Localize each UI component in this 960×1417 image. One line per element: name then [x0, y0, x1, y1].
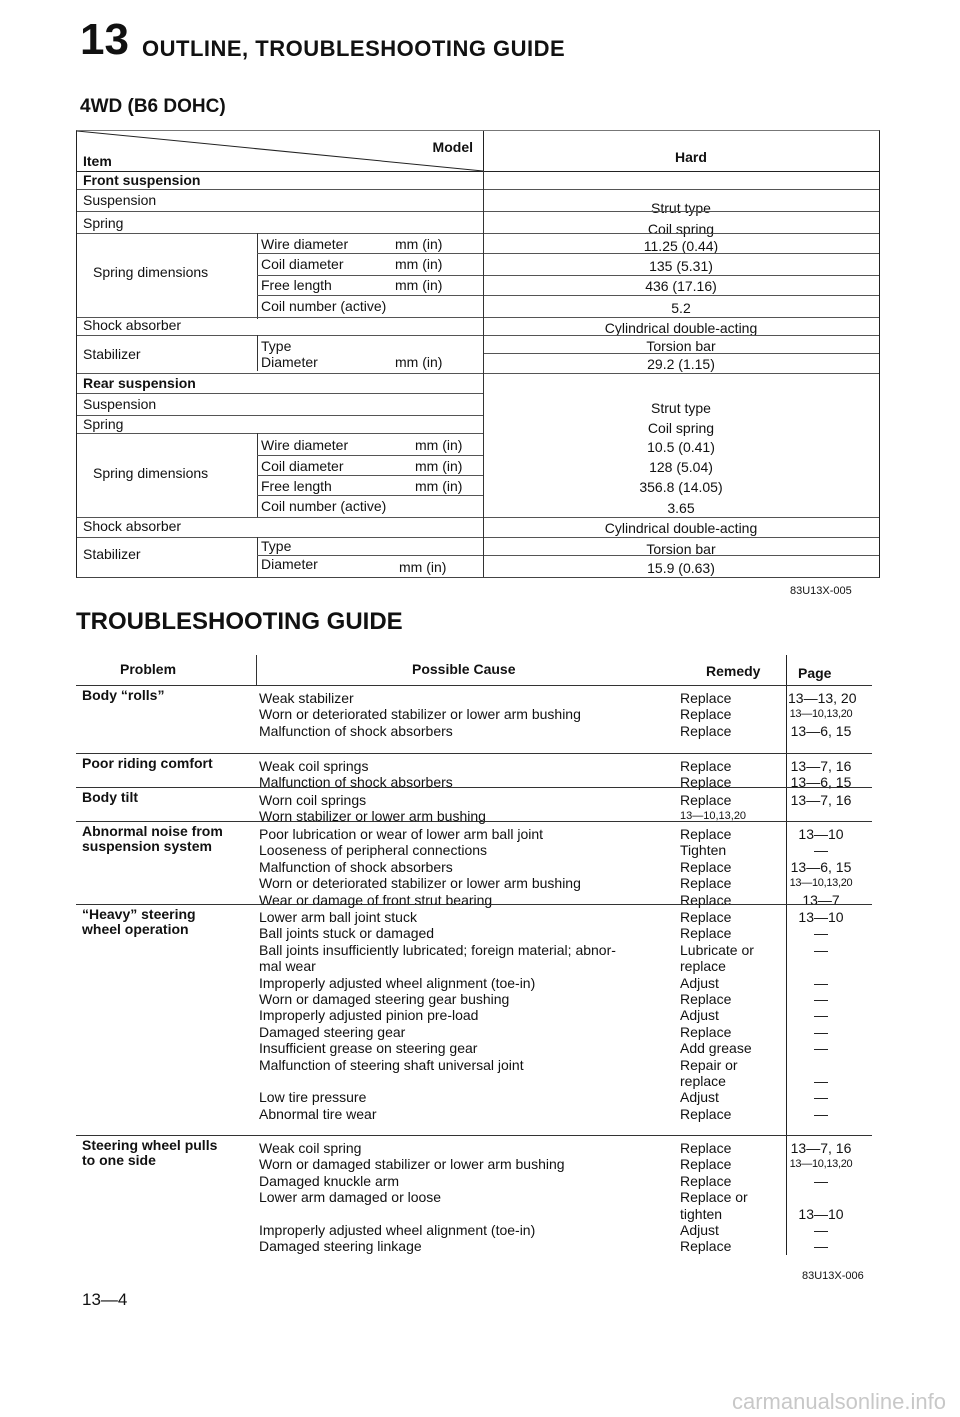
page-reference: 13—10	[798, 826, 844, 842]
rear-suspension-heading: Rear suspension	[83, 375, 196, 391]
page-reference: —	[814, 1089, 828, 1106]
problem-label: Steering wheel pulls to one side	[82, 1137, 218, 1168]
front-wire-diameter-value: 11.25 (0.44)	[643, 238, 719, 254]
remedy-text: Add grease	[680, 1040, 752, 1057]
remedy-text: Replace	[680, 858, 732, 875]
cause-text: Looseness of peripheral connections	[259, 842, 488, 859]
item-header: Item	[83, 153, 112, 169]
cause-text: Damaged steering linkage	[259, 1238, 422, 1255]
unit-label: mm (in)	[395, 236, 443, 252]
row-divider	[483, 353, 879, 354]
remedy-text: replace	[680, 958, 726, 975]
remedy-text: Adjust	[680, 1089, 719, 1106]
cause-text: mal wear	[259, 958, 316, 975]
cause-text: Weak stabilizer	[259, 690, 354, 706]
page-reference: 13—7, 16	[790, 758, 852, 774]
problem-label: “Heavy” steering wheel operation	[82, 906, 196, 937]
page-reference: —	[814, 1007, 828, 1024]
row-divider	[77, 211, 879, 212]
page-reference: 13—7, 16	[790, 1140, 852, 1156]
row-divider	[77, 317, 879, 318]
problem-group	[76, 1135, 872, 1255]
row-divider	[77, 415, 483, 416]
troubleshooting-table	[76, 655, 872, 1260]
problem-group	[76, 753, 872, 791]
possible-cause-header: Possible Cause	[412, 661, 516, 677]
cause-text: Weak coil springs	[259, 758, 369, 774]
cause-text: Lower arm damaged or loose	[259, 1189, 442, 1206]
row-divider	[77, 393, 483, 394]
cause-text: Malfunction of shock absorbers	[259, 858, 453, 875]
page-reference: 13—10,13,20	[789, 877, 853, 890]
front-free-length-label: Free length	[261, 277, 332, 293]
rear-free-length-value: 356.8 (14.05)	[639, 479, 723, 495]
remedy-text: Replace	[680, 909, 732, 925]
cause-text: Malfunction of shock absorbers	[259, 774, 453, 791]
chapter-title: OUTLINE, TROUBLESHOOTING GUIDE	[142, 36, 566, 61]
front-stabilizer-diameter-label: Diameter	[261, 354, 318, 370]
problem-label: Body “rolls”	[82, 687, 165, 703]
remedy-text: Replace	[680, 706, 732, 723]
page-reference: 13—7, 16	[790, 792, 852, 808]
row-divider	[257, 475, 483, 476]
rear-coil-number-value: 3.65	[667, 500, 695, 516]
remedy-text: tighten	[680, 1205, 723, 1222]
cause-text: Lower arm ball joint stuck	[259, 909, 417, 925]
cause-text: Weak coil spring	[259, 1140, 362, 1156]
rear-coil-number-label: Coil number (active)	[261, 498, 387, 514]
cause-text: Worn or damaged stabilizer or lower arm bushing	[259, 1156, 565, 1173]
page-reference: 13—10	[798, 1205, 844, 1222]
remedy-text: Replace	[680, 690, 732, 706]
cause-text: Improperly adjusted wheel alignment (toe-in)	[259, 974, 536, 991]
header-diagonal-line	[77, 131, 483, 171]
sub-column-line	[257, 537, 258, 577]
remedy-text: Replace	[680, 774, 732, 791]
front-free-length-value: 436 (17.16)	[645, 278, 717, 294]
page-reference: —	[814, 991, 828, 1007]
front-stabilizer-label: Stabilizer	[83, 346, 141, 362]
front-stabilizer-type-value: Torsion bar	[646, 338, 716, 354]
sub-column-line	[257, 335, 258, 371]
cause-text: Worn or damaged steering gear bushing	[259, 991, 510, 1007]
rear-spring-value: Coil spring	[647, 420, 715, 436]
problem-label: Poor riding comfort	[82, 755, 213, 771]
cause-text: Improperly adjusted pinion pre-load	[259, 1007, 479, 1024]
cause-text: Malfunction of shock absorbers	[259, 722, 453, 739]
remedy-text: Replace	[680, 722, 732, 739]
front-coil-diameter-label: Coil diameter	[261, 256, 344, 272]
remedy-text: Replace	[680, 1105, 732, 1122]
problem-group	[76, 821, 872, 908]
figure-code: 83U13X-005	[790, 585, 852, 597]
unit-label: mm (in)	[399, 559, 447, 575]
page-reference: 13—6, 15	[790, 722, 852, 739]
problem-label: Body tilt	[82, 789, 138, 805]
rear-suspension-value: Strut type	[651, 400, 711, 416]
unit-label: mm (in)	[415, 437, 463, 453]
page-column-line	[786, 655, 787, 1255]
row-divider	[257, 253, 879, 254]
cause-text: Worn or deteriorated stabilizer or lower arm bushing	[259, 875, 581, 892]
cause-text: Abnormal tire wear	[259, 1105, 377, 1122]
rear-spring-dimensions-label: Spring dimensions	[93, 465, 209, 481]
page-reference: —	[814, 1238, 828, 1255]
remedy-text: Replace	[680, 991, 732, 1007]
value-column-line	[483, 171, 484, 577]
troubleshooting-title: TROUBLESHOOTING GUIDE	[76, 608, 403, 635]
remedy-text: Replace	[680, 792, 732, 808]
rear-suspension-label: Suspension	[83, 396, 157, 412]
cause-text: Worn or deteriorated stabilizer or lower arm bushing	[259, 706, 581, 723]
problem-header: Problem	[120, 661, 177, 677]
rear-free-length-label: Free length	[261, 478, 332, 494]
remedy-text: Replace	[680, 1023, 732, 1040]
page-reference: 13—13, 20	[788, 690, 857, 706]
row-divider	[77, 233, 879, 234]
cause-text: Damaged knuckle arm	[259, 1172, 400, 1189]
cause-text: Ball joints stuck or damaged	[259, 925, 435, 942]
spec-table	[76, 130, 880, 578]
problem-group	[76, 685, 872, 739]
unit-label: mm (in)	[395, 256, 443, 272]
remedy-text: Replace	[680, 826, 732, 842]
row-divider	[257, 495, 483, 496]
page-reference: —	[814, 941, 828, 958]
row-divider	[257, 295, 879, 296]
page-reference: 13—10,13,20	[789, 1158, 853, 1171]
remedy-text: Replace or	[680, 1189, 748, 1206]
front-spring-dimensions-label: Spring dimensions	[93, 264, 209, 280]
remedy-text: Adjust	[680, 1007, 719, 1024]
rear-coil-diameter-value: 128 (5.04)	[649, 459, 713, 475]
section-subtitle: 4WD (B6 DOHC)	[80, 96, 226, 117]
front-coil-diameter-value: 135 (5.31)	[649, 258, 713, 274]
page-reference: —	[814, 1073, 828, 1089]
rear-shock-absorber-label: Shock absorber	[83, 518, 182, 534]
cause-text: Wear or damage of front strut bearing	[259, 891, 493, 908]
remedy-text: Replace	[680, 875, 732, 892]
rear-stabilizer-label: Stabilizer	[83, 546, 141, 562]
front-shock-absorber-value: Cylindrical double-acting	[604, 320, 758, 336]
remedy-text: replace	[680, 1073, 726, 1089]
front-spring-label: Spring	[83, 215, 124, 231]
row-divider	[77, 537, 879, 538]
row-divider	[257, 275, 879, 276]
front-stabilizer-type-label: Type	[261, 338, 292, 354]
row-divider	[257, 555, 879, 556]
page-number: 13—4	[82, 1290, 128, 1309]
cause-text: Ball joints insufficiently lubricated; foreign material; abnor-	[259, 941, 616, 958]
remedy-text: Replace	[680, 891, 732, 908]
front-suspension-value: Strut type	[651, 200, 711, 216]
watermark-text: carmanualsonline.info	[731, 1389, 946, 1414]
row-divider	[77, 433, 483, 434]
spec-table-header-cell	[77, 131, 484, 172]
row-divider	[77, 517, 879, 518]
cause-text: Improperly adjusted wheel alignment (toe-in)	[259, 1222, 536, 1238]
front-suspension-label: Suspension	[83, 192, 157, 208]
page-reference: —	[814, 974, 828, 991]
page-reference: —	[814, 842, 828, 859]
row-divider	[77, 189, 879, 190]
unit-label: mm (in)	[415, 458, 463, 474]
rear-spring-label: Spring	[83, 416, 124, 432]
front-coil-number-label: Coil number (active)	[261, 298, 387, 314]
remedy-text: Repair or	[680, 1056, 738, 1073]
page-reference: 13—10,13,20	[789, 708, 853, 721]
remedy-text: Replace	[680, 1140, 732, 1156]
cause-text: Worn coil springs	[259, 792, 367, 808]
cause-text: Poor lubrication or wear of lower arm ball joint	[259, 826, 544, 842]
page-header: Page	[798, 665, 832, 681]
remedy-text: Replace	[680, 1156, 732, 1173]
problem-label: Abnormal noise from suspension system	[82, 823, 223, 854]
rear-stabilizer-type-value: Torsion bar	[646, 541, 716, 557]
page-reference: —	[814, 1222, 828, 1238]
remedy-text: Replace	[680, 925, 732, 942]
page-reference: 13—6, 15	[790, 774, 852, 791]
rear-wire-diameter-value: 10.5 (0.41)	[647, 439, 715, 455]
cause-text: Damaged steering gear	[259, 1023, 406, 1040]
remedy-text: Adjust	[680, 974, 719, 991]
remedy-text: Tighten	[680, 842, 727, 859]
sub-column-line	[257, 233, 258, 319]
rear-stabilizer-type-label: Type	[261, 538, 292, 554]
front-stabilizer-diameter-value: 29.2 (1.15)	[647, 356, 715, 372]
front-coil-number-value: 5.2	[671, 300, 691, 316]
remedy-header: Remedy	[706, 663, 761, 679]
rear-stabilizer-diameter-label: Diameter	[261, 556, 318, 572]
cause-text: Worn stabilizer or lower arm bushing	[259, 808, 486, 825]
page-reference: 13—6, 15	[790, 858, 852, 875]
row-divider	[77, 335, 879, 336]
chapter-number: 13	[80, 15, 129, 64]
page-reference: —	[814, 1040, 828, 1057]
page-reference: —	[814, 1172, 828, 1189]
unit-label: mm (in)	[395, 354, 443, 370]
cause-text: Low tire pressure	[259, 1089, 367, 1106]
row-divider	[77, 373, 879, 374]
cause-text: Insufficient grease on steering gear	[259, 1040, 478, 1057]
remedy-text: 13—10,13,20	[680, 810, 747, 823]
front-spring-value: Coil spring	[647, 221, 715, 237]
model-header: Model	[432, 139, 473, 155]
column-line	[256, 655, 257, 685]
page-reference: 13—7	[802, 891, 840, 908]
rear-shock-absorber-value: Cylindrical double-acting	[604, 520, 758, 536]
rear-coil-diameter-label: Coil diameter	[261, 458, 344, 474]
remedy-text: Replace	[680, 1238, 732, 1255]
row-divider	[257, 455, 483, 456]
cause-text: Malfunction of steering shaft universal joint	[259, 1056, 524, 1073]
page-reference: 13—10	[798, 909, 844, 925]
unit-label: mm (in)	[415, 478, 463, 494]
rear-wire-diameter-label: Wire diameter	[261, 437, 349, 453]
page-reference: —	[814, 925, 828, 942]
remedy-text: Replace	[680, 1172, 732, 1189]
figure-code: 83U13X-006	[802, 1270, 864, 1282]
front-shock-absorber-label: Shock absorber	[83, 317, 182, 333]
problem-group	[76, 904, 872, 1122]
problem-group	[76, 787, 872, 825]
remedy-text: Replace	[680, 758, 732, 774]
rear-stabilizer-diameter-value: 15.9 (0.63)	[647, 560, 715, 576]
front-wire-diameter-label: Wire diameter	[261, 236, 349, 252]
remedy-text: Lubricate or	[680, 941, 754, 958]
page-reference: —	[814, 1105, 828, 1122]
hard-header: Hard	[675, 149, 707, 165]
front-suspension-heading: Front suspension	[83, 172, 201, 188]
page-reference: —	[814, 1023, 828, 1040]
remedy-text: Adjust	[680, 1222, 719, 1238]
unit-label: mm (in)	[395, 277, 443, 293]
